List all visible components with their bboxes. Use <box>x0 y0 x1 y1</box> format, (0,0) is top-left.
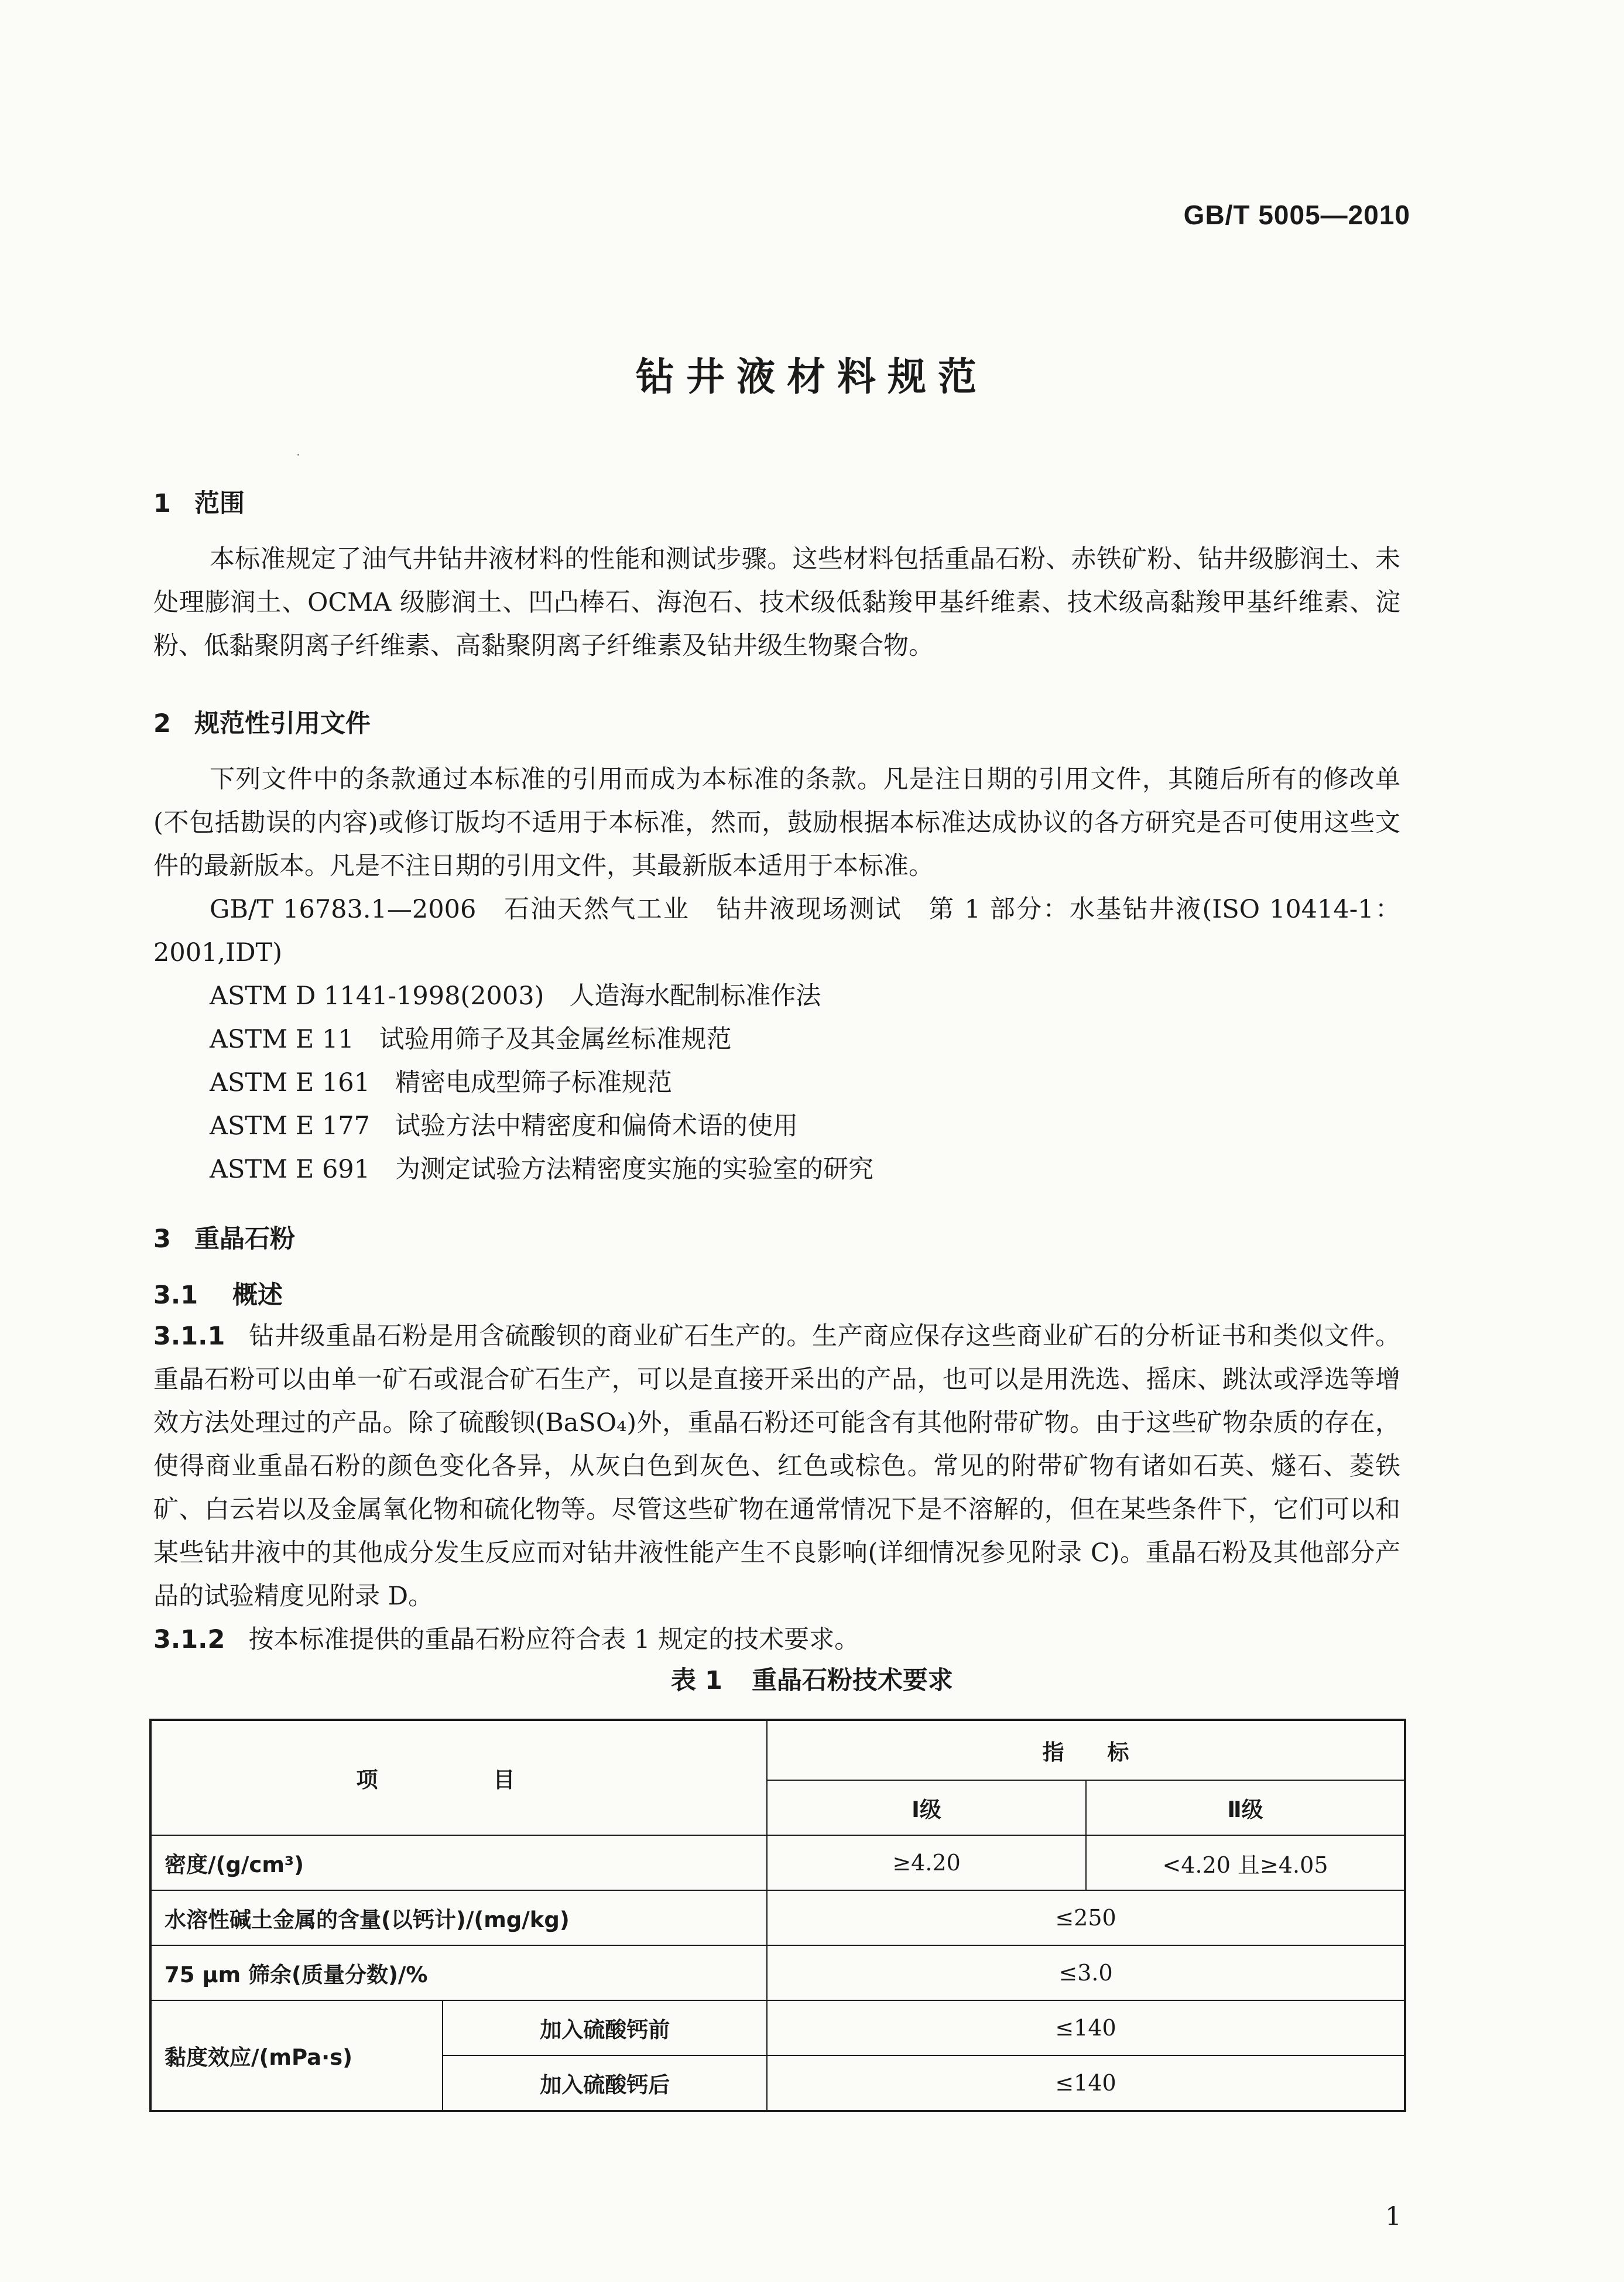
reference-code: ASTM E 161 <box>210 1068 371 1097</box>
clause-text: 钻井级重晶石粉是用含硫酸钡的商业矿石生产的。生产商应保存这些商业矿石的分析证书和类似文件。重晶石粉可以由单一矿石或混合矿石生产，可以是直接开采出的产品，也可以是用洗选、摇床、跳汰或浮选等增效方法处理过的产品。除了硫酸钡(BaSO₄)外，重晶石粉还可能含有其他附带矿物。由于这些矿物杂质的存在，使得商业重晶石粉的颜色变化各异，从灰白色到灰色、红色或棕色。常见的附带矿物有诸如石英、燧石、菱铁矿、白云岩以及金属氧化物和硫化物等。尽管这些矿物在通常情况下是不溶解的，但在某些条件下，它们可以和某些钻井液中的其他成分发生反应而对钻井液性能产生不良影响(详细情况参见附录 C)。重晶石粉及其他部分产品的试验精度见附录 D。 <box>153 1322 1400 1611</box>
header-indicator: 指 标 <box>767 1720 1405 1780</box>
reference-title: 精密电成型筛子标准规范 <box>395 1068 673 1097</box>
section-1-text: 本标准规定了油气井钻井液材料的性能和测试步骤。这些材料包括重晶石粉、赤铁矿粉、钻井级膨润土、未处理膨润土、OCMA 级膨润土、凹凸棒石、海泡石、技术级低黏羧甲基纤维素、技术级高黏羧甲基纤维素、淀粉、低黏聚阴离子纤维素、高黏聚阴离子纤维素及钻井级生物聚合物。 <box>153 545 1400 661</box>
document-title: 钻井液材料规范 <box>636 354 988 399</box>
reference-item <box>210 1018 732 1061</box>
row-label: 黏度效应/(mPa·s) <box>150 2000 443 2111</box>
clause-number: 3.1.2 <box>153 1625 225 1654</box>
reference-item <box>210 1148 873 1191</box>
header-grade-1: Ⅰ级 <box>767 1780 1086 1835</box>
subsection-3-1-heading <box>153 1275 283 1311</box>
reference-code: ASTM E 691 <box>210 1155 371 1184</box>
barite-spec-table <box>149 1719 1406 2112</box>
row-sublabel: 加入硫酸钙后 <box>443 2055 767 2111</box>
reference-code: ASTM D 1141-1998(2003) <box>210 981 544 1011</box>
table-row <box>150 2000 1405 2055</box>
row-label: 75 μm 筛余(质量分数)/% <box>150 1945 767 2000</box>
row-label: 水溶性碱土金属的含量(以钙计)/(mg/kg) <box>150 1890 767 1945</box>
section-title: 重晶石粉 <box>194 1224 295 1254</box>
reference-item <box>210 974 821 1018</box>
reference-title: 试验方法中精密度和偏倚术语的使用 <box>395 1111 799 1141</box>
section-title: 规范性引用文件 <box>194 709 371 738</box>
reference-title: 试验用筛子及其金属丝标准规范 <box>379 1025 732 1054</box>
standard-code: GB/T 5005—2010 <box>1183 200 1410 230</box>
row-label: 密度/(g/cm³) <box>150 1835 767 1890</box>
table-row <box>150 1890 1405 1945</box>
clause-number: 3.1.1 <box>153 1322 225 1351</box>
table-row <box>150 1835 1405 1890</box>
section-2-text: 下列文件中的条款通过本标准的引用而成为本标准的条款。凡是注日期的引用文件，其随后所有的修改单(不包括勘误的内容)或修订版均不适用于本标准，然而，鼓励根据本标准达成协议的各方研究是否可使用这些文件的最新版本。凡是不注日期的引用文件，其最新版本适用于本标准。 <box>153 765 1400 881</box>
section-1-heading <box>153 484 245 519</box>
section-number: 2 <box>153 709 171 738</box>
section-3-heading <box>153 1219 295 1255</box>
reference-title: 石油天然气工业 钻井液现场测试 第 1 部分：水基钻井液(ISO 10414-1：2001,IDT) <box>153 895 1400 967</box>
table-title: 重晶石粉技术要求 <box>751 1666 953 1695</box>
grade-1-value: ≥4.20 <box>767 1835 1086 1890</box>
row-value: ≤140 <box>767 2055 1405 2111</box>
subsection-number: 3.1 <box>153 1281 198 1310</box>
reference-code: ASTM E 11 <box>210 1025 354 1054</box>
header-grade-2: Ⅱ级 <box>1086 1780 1405 1835</box>
subsection-title: 概述 <box>232 1281 283 1310</box>
reference-item <box>153 888 1400 974</box>
reference-code: ASTM E 177 <box>210 1111 371 1141</box>
section-title: 范围 <box>194 489 245 518</box>
table-row <box>150 1945 1405 2000</box>
page-number: 1 <box>1385 2202 1402 2232</box>
clause-3-1-1 <box>153 1315 1400 1618</box>
reference-title: 人造海水配制标准作法 <box>569 981 821 1011</box>
row-sublabel: 加入硫酸钙前 <box>443 2000 767 2055</box>
reference-item <box>210 1061 672 1104</box>
reference-code: GB/T 16783.1—2006 <box>210 895 477 924</box>
header-item: 项 目 <box>150 1720 767 1835</box>
table-header-row <box>150 1720 1405 1780</box>
section-2-heading <box>153 704 371 740</box>
clause-text: 按本标准提供的重晶石粉应符合表 1 规定的技术要求。 <box>248 1625 860 1654</box>
clause-3-1-2 <box>153 1618 1400 1661</box>
section-number: 3 <box>153 1224 171 1254</box>
row-value: ≤250 <box>767 1890 1405 1945</box>
row-value: ≤140 <box>767 2000 1405 2055</box>
reference-item <box>210 1104 798 1148</box>
table-caption <box>0 1661 1624 1696</box>
section-number: 1 <box>153 489 171 518</box>
row-value: ≤3.0 <box>767 1945 1405 2000</box>
reference-title: 为测定试验方法精密度实施的实验室的研究 <box>395 1155 874 1184</box>
table-number: 表 1 <box>671 1666 722 1695</box>
grade-2-value: <4.20 且≥4.05 <box>1086 1835 1405 1890</box>
scan-speck <box>297 454 299 456</box>
